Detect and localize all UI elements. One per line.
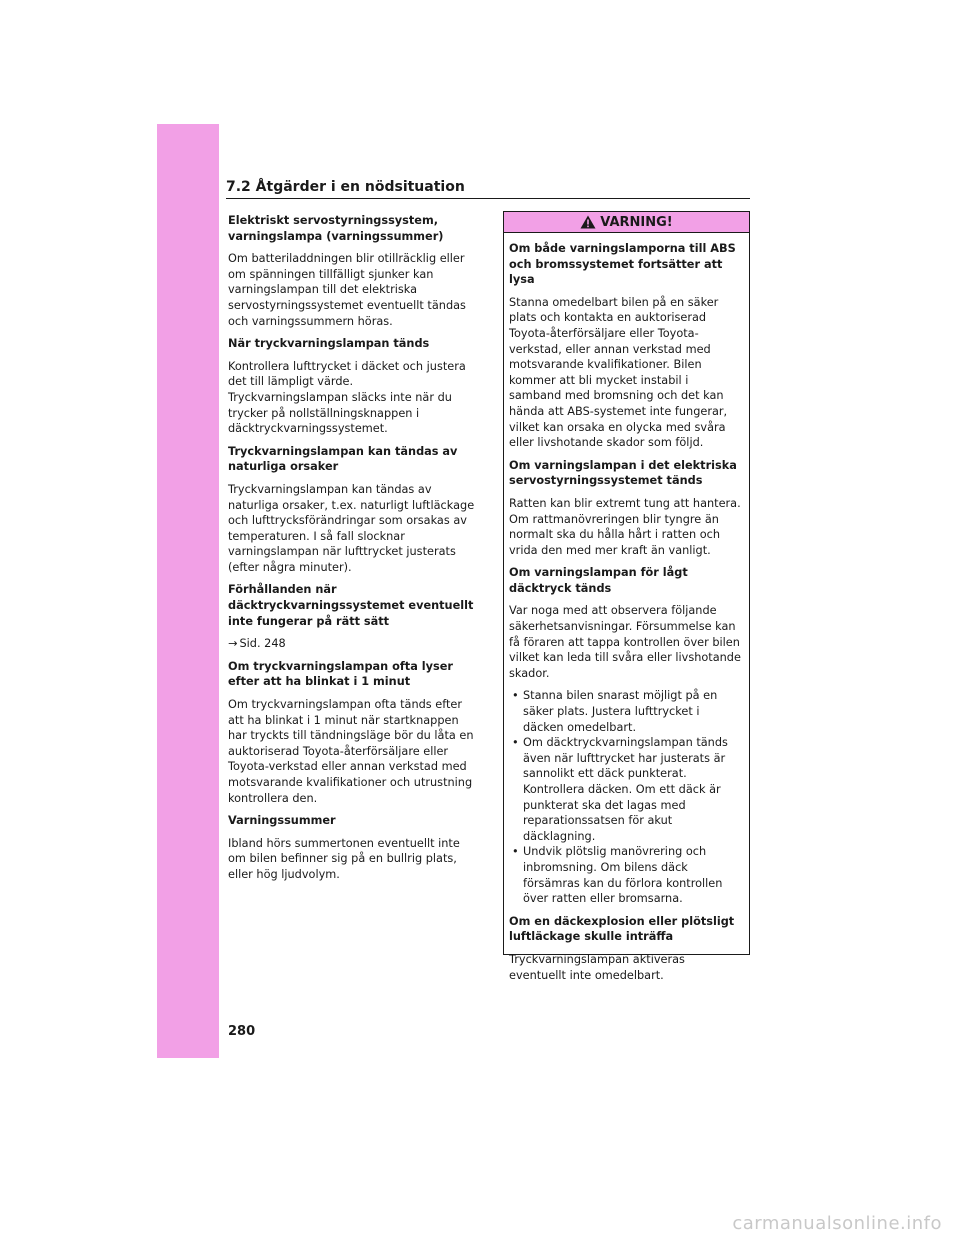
list-item: • Om däcktryckvarningslampan tänds även när lufttrycket har justerats är sannolikt ett däck punkterat. Kontrollera däcken. Om ett däck är punkterat ska det lagas med reparationssatsen för akut däcklagning. — [509, 735, 743, 844]
warning-triangle-icon — [580, 215, 596, 229]
paragraph-natural-causes: Tryckvarningslampan kan tändas av naturliga orsaker, t.ex. naturligt luftläckage och lufttrycksförändringar som orsakas av temperaturen. I så fall slocknar varningslampan när lufttrycket justerats (efter några minuter). — [228, 482, 475, 574]
page-reference — [228, 636, 476, 652]
paragraph-pressure-lamp: Kontrollera lufttrycket i däcket och justera det till lämpligt värde. Tryckvarningslampan släcks inte när du trycker på nollställningsknappen i däcktryckvarningssystemet. — [228, 359, 466, 436]
warning-box — [503, 211, 750, 982]
section-title: 7.2 Åtgärder i en nödsituation — [226, 179, 750, 199]
heading-natural-causes: Tryckvarningslampan kan tändas av naturliga orsaker — [228, 444, 458, 474]
warning-heading-abs: Om både varningslamporna till ABS och bromssystemet fortsätter att lysa — [509, 242, 736, 287]
paragraph-lamp-blinking: Om tryckvarningslampan ofta tänds efter att ha blinkat i 1 minut när startknappen har tryckts till tändningsläge bör du låta en auktoriserad Toyota-återförsäljare eller Toyota-verkstad eller annan verkstad med motsvarande kvalifikationer och utrustning kontrollera den. — [228, 698, 474, 805]
warning-paragraph-abs: Stanna omedelbart bilen på en säker plats och kontakta en auktoriserad Toyota-återförsäljare eller Toyota-verkstad, eller annan verkstad med motsvarande kvalifikationer. Bilen kommer att bli mycket instabil i samband med bromsning och det kan hända att ABS-systemet inte fungerar, vilket kan orsaka en olycka med svåra eller livshotande skador som följd. — [509, 295, 728, 450]
list-item: • Undvik plötslig manövrering och inbromsning. Om bilens däck försämras kan du förlora kontrollen över ratten eller bromsarna. — [509, 844, 743, 906]
list-item: • Stanna bilen snarast möjligt på en säker plats. Justera lufttrycket i däcken omedelbart. — [509, 688, 743, 735]
warning-body — [504, 233, 749, 983]
arrow-right-icon: → — [228, 637, 238, 651]
page-number: 280 — [228, 1024, 256, 1039]
warning-paragraph-eps: Ratten kan blir extremt tung att hantera. Om rattmanövreringen blir tyngre än normalt ska du hålla hårt i ratten och vrida den med mer kraft än vanligt. — [509, 496, 741, 557]
heading-warning-buzzer: Varningssummer — [228, 814, 336, 828]
warning-heading-eps: Om varningslampan i det elektriska servostyrningssystemet tänds — [509, 458, 737, 488]
warning-paragraph-low-pressure: Var noga med att observera följande säkerhetsanvisningar. Försummelse kan få föraren att tappa kontrollen över bilen vilket kan leda till svåra eller livshotande skador. — [509, 604, 741, 680]
warning-header — [504, 212, 749, 233]
heading-system-conditions: Förhållanden när däcktryckvarningssystemet eventuellt inte fungerar på rätt sätt — [228, 583, 474, 628]
heading-eps-warning: Elektriskt servostyrningssystem, varningslampa (varningssummer) — [228, 214, 444, 243]
warning-heading-low-pressure: Om varningslampan för lågt däcktryck tänds — [509, 566, 688, 595]
warning-bullet-list — [509, 688, 743, 906]
heading-pressure-lamp-on: När tryckvarningslampan tänds — [228, 337, 430, 351]
left-column — [228, 213, 476, 890]
warning-paragraph-blowout: Tryckvarningslampan aktiveras eventuellt inte omedelbart. — [509, 952, 685, 982]
page-reference-link[interactable]: Sid. 248 — [239, 637, 286, 651]
chapter-side-tab — [157, 124, 219, 1058]
warning-heading-blowout: Om en däckexplosion eller plötsligt luftläckage skulle inträffa — [509, 914, 735, 944]
paragraph-buzzer: Ibland hörs summertonen eventuellt inte om bilen befinner sig på en bullrig plats, eller hög ljudvolym. — [228, 836, 460, 881]
watermark: carmanualsonline.info — [732, 1213, 942, 1234]
heading-lamp-blinking: Om tryckvarningslampan ofta lyser efter att ha blinkat i 1 minut — [228, 659, 453, 689]
warning-title: VARNING! — [600, 214, 673, 230]
paragraph-eps: Om batteriladdningen blir otillräcklig eller om spänningen tillfälligt sjunker kan varningslampan till det elektriska servostyrningssystemet eventuellt tändas och varningssummern höras. — [228, 252, 466, 328]
